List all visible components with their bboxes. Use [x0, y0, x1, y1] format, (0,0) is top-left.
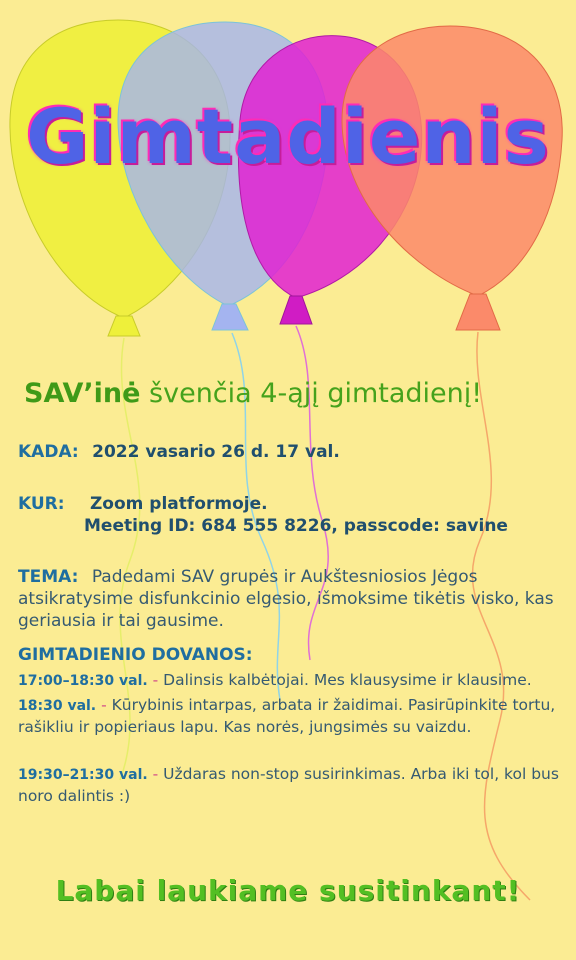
headline-rest: švenčia 4-ąjį gimtadienį!	[140, 378, 483, 409]
when-label: KADA:	[18, 442, 79, 462]
poster-title: Gimtadienis	[26, 92, 550, 181]
schedule-item	[18, 695, 568, 738]
schedule-text: Uždaras non-stop susirinkimas. Arba iki tol, kol bus noro dalintis :)	[18, 765, 559, 805]
theme-paragraph	[18, 566, 563, 632]
headline	[24, 378, 482, 409]
theme-text: Padedami SAV grupės ir Aukštesniosios Jėgos atsikratysime disfunkcinio elgesio, išmoksime tikėtis visko, kas geriausia ir tai gausime.	[18, 567, 554, 631]
schedule-text: Kūrybinis intarpas, arbata ir žaidimai. Pasirūpinkite tortu, rašikliu ir popieriaus lapu. Kas norės, jungsimės su vaizdu.	[18, 696, 556, 736]
schedule-time: 19:30–21:30 val.	[18, 767, 148, 783]
schedule-item	[18, 670, 568, 692]
theme-label: TEMA:	[18, 567, 79, 587]
when-row	[18, 442, 340, 462]
where-value: Zoom platformoje.	[89, 494, 268, 514]
schedule-item	[18, 764, 568, 807]
schedule-dash: -	[152, 765, 159, 783]
schedule-time: 18:30 val.	[18, 698, 97, 714]
schedule-time: 17:00–18:30 val.	[18, 673, 148, 689]
when-value: 2022 vasario 26 d. 17 val.	[92, 442, 340, 462]
headline-bold: SAV’inė	[24, 378, 141, 409]
closing-message: Labai laukiame susitinkant!	[55, 874, 521, 907]
schedule-dash: -	[152, 671, 159, 689]
schedule-text: Dalinsis kalbėtojai. Mes klausysime ir klausime.	[163, 671, 532, 689]
schedule-dash: -	[101, 696, 107, 714]
where-row	[18, 494, 268, 514]
meeting-details: Meeting ID: 684 555 8226, passcode: savine	[84, 516, 508, 536]
gifts-title: GIMTADIENIO DOVANOS:	[18, 645, 253, 665]
where-label: KUR:	[18, 494, 65, 514]
